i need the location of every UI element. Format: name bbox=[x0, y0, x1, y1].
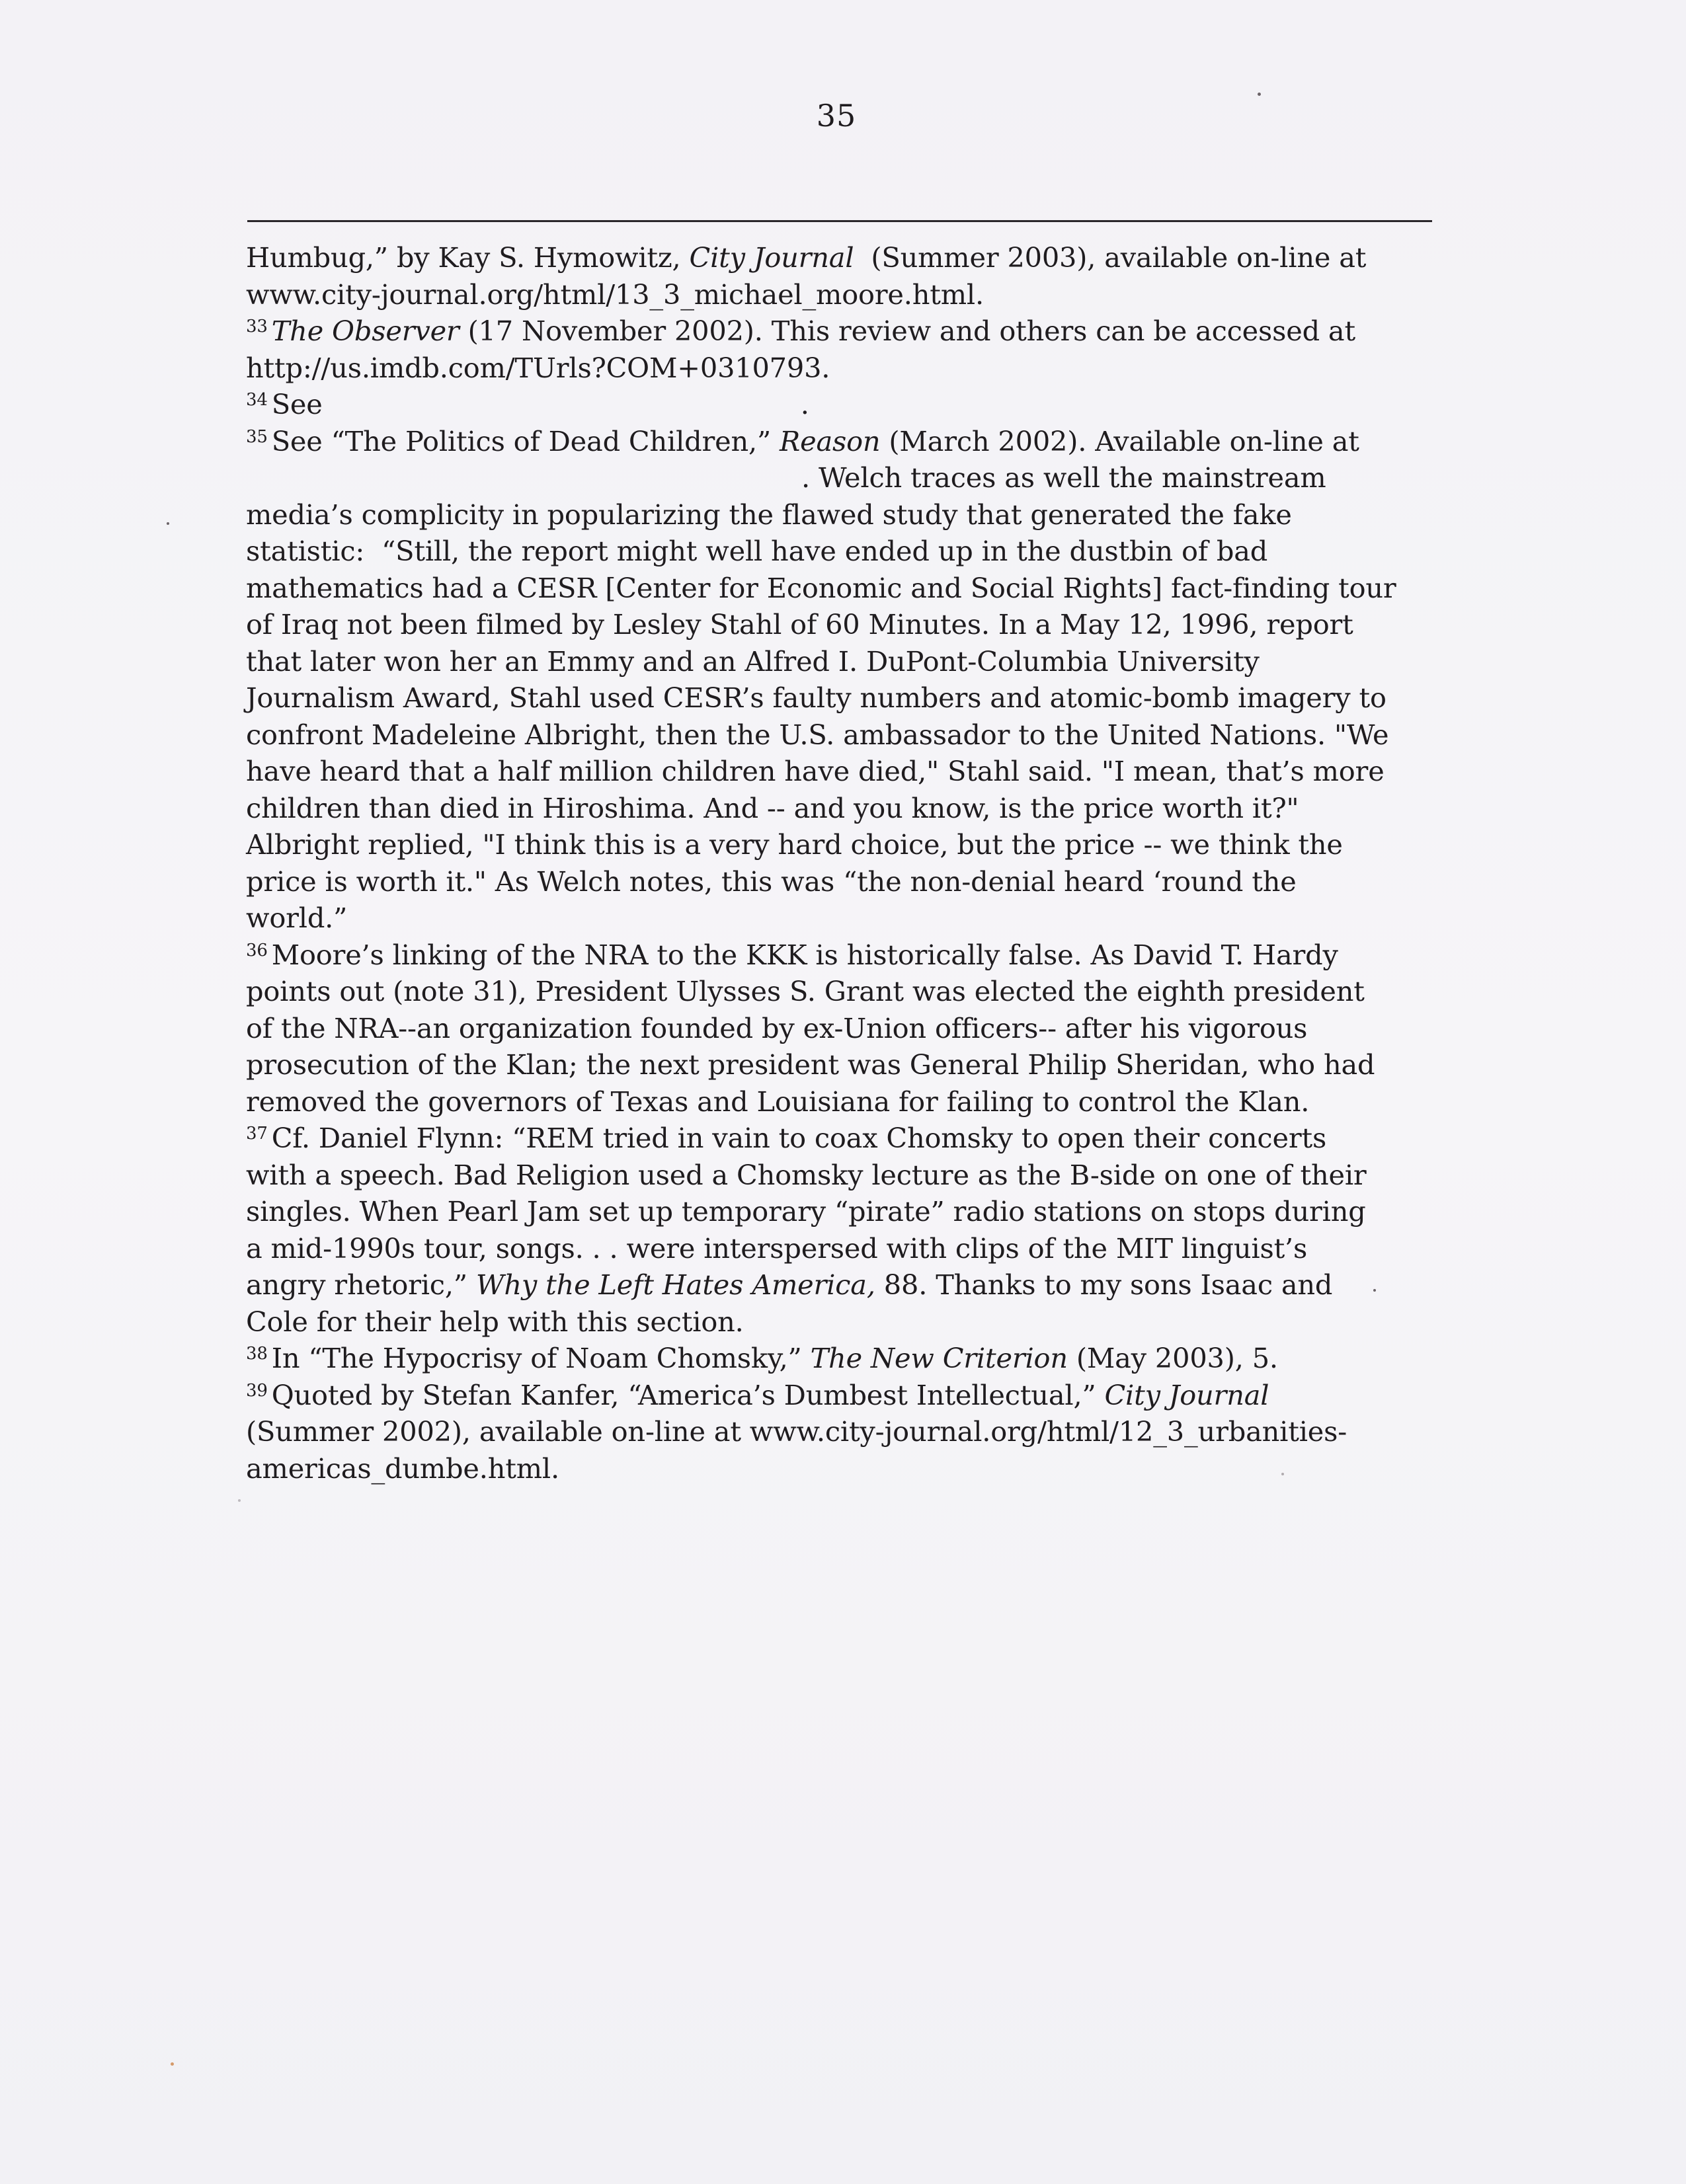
footnote-line: Cole for their help with this section. bbox=[246, 1305, 744, 1338]
footnote-number: 38 bbox=[246, 1344, 268, 1364]
footnote-line: www.city-journal.org/html/13_3_michael_moore.html. bbox=[246, 278, 984, 311]
footnote-line: Journalism Award, Stahl used CESR’s faulty numbers and atomic-bomb imagery to bbox=[246, 682, 1386, 714]
footnote-number: 35 bbox=[246, 426, 268, 447]
footnote-line: world.” bbox=[246, 902, 348, 934]
footnote-number: 36 bbox=[246, 940, 268, 960]
book-title: Why the Left Hates America, bbox=[475, 1268, 875, 1301]
publication-title: City Journal bbox=[689, 241, 854, 274]
footnote-number: 37 bbox=[246, 1124, 268, 1144]
footnote-line: mathematics had a CESR [Center for Economic and Social Rights] fact-finding tour bbox=[246, 571, 1396, 604]
footnote-line: confront Madeleine Albright, then the U.S. ambassador to the United Nations. "We bbox=[246, 718, 1389, 751]
footnote-33 bbox=[246, 313, 1443, 386]
footnote-38 bbox=[246, 1340, 1443, 1377]
footnote-37 bbox=[246, 1120, 1443, 1340]
footnote-32-continued bbox=[246, 239, 1443, 313]
footnote-line: . Welch traces as well the mainstream bbox=[801, 461, 1326, 494]
footnote-line: $^{39}$ Quoted by Stefan Kanfer, “America’s Dumbest Intellectual,” City Journal bbox=[246, 1378, 1269, 1411]
footnote-39 bbox=[246, 1377, 1443, 1487]
scan-speck bbox=[238, 1499, 241, 1502]
footnote-36 bbox=[246, 937, 1443, 1120]
footnote-separator-rule bbox=[247, 220, 1432, 222]
footnote-line: with a speech. Bad Religion used a Chomsky lecture as the B-side on one of their bbox=[246, 1158, 1367, 1191]
footnote-line: points out (note 31), President Ulysses S. Grant was elected the eighth president bbox=[246, 975, 1365, 1007]
footnote-line: http://us.imdb.com/TUrls?COM+0310793. bbox=[246, 351, 830, 384]
footnote-line: of the NRA--an organization founded by ex-Union officers-- after his vigorous bbox=[246, 1011, 1308, 1044]
footnote-line: angry rhetoric,” Why the Left Hates America, 88. Thanks to my sons Isaac and bbox=[246, 1268, 1333, 1301]
footnote-line: $^{36}$ Moore’s linking of the NRA to the KKK is historically false. As David T. Hardy bbox=[246, 938, 1338, 971]
footnote-line: $^{37}$ Cf. Daniel Flynn: “REM tried in vain to coax Chomsky to open their concerts bbox=[246, 1122, 1327, 1154]
scan-speck bbox=[1258, 93, 1261, 96]
footnote-line: media’s complicity in popularizing the flawed study that generated the fake bbox=[246, 498, 1292, 531]
footnote-line: price is worth it." As Welch notes, this was “the non-denial heard ‘round the bbox=[246, 865, 1297, 898]
scan-speck bbox=[1281, 1473, 1284, 1475]
footnote-line: children than died in Hiroshima. And -- and you know, is the price worth it?" bbox=[246, 791, 1299, 824]
footnote-line: americas_dumbe.html. bbox=[246, 1452, 559, 1485]
footnote-line: prosecution of the Klan; the next president was General Philip Sheridan, who had bbox=[246, 1048, 1375, 1081]
scan-speck bbox=[167, 522, 169, 525]
scan-speck bbox=[171, 2062, 174, 2066]
footnote-line: Humbug,” by Kay S. Hymowitz, City Journal (Summer 2003), available on-line at bbox=[246, 241, 1367, 274]
footnote-line: Albright replied, "I think this is a very hard choice, but the price -- we think the bbox=[246, 828, 1343, 861]
publication-title: The New Criterion bbox=[810, 1342, 1068, 1374]
footnote-line: $^{38}$ In “The Hypocrisy of Noam Chomsky,” The New Criterion (May 2003), 5. bbox=[246, 1342, 1278, 1374]
publication-title: City Journal bbox=[1104, 1378, 1269, 1411]
footnote-line: $^{35}$ See “The Politics of Dead Children,” Reason (March 2002). Available on-line at bbox=[246, 424, 1359, 457]
footnotes-block bbox=[246, 239, 1443, 1487]
scan-speck bbox=[1373, 1289, 1376, 1292]
footnote-line: (Summer 2002), available on-line at www.city-journal.org/html/12_3_urbanities- bbox=[246, 1415, 1347, 1448]
footnote-line: $^{33}$ The Observer (17 November 2002). This review and others can be accessed at bbox=[246, 315, 1355, 347]
footnote-number: 34 bbox=[246, 390, 268, 410]
footnote-line: that later won her an Emmy and an Alfred I. DuPont-Columbia University bbox=[246, 644, 1260, 678]
footnote-line: removed the governors of Texas and Louisiana for failing to control the Klan. bbox=[246, 1085, 1310, 1118]
footnote-line: have heard that a half million children have died," Stahl said. "I mean, that’s more bbox=[246, 755, 1385, 787]
footnote-line: of Iraq not been filmed by Lesley Stahl of 60 Minutes. In a May 12, 1996, report bbox=[246, 608, 1353, 641]
footnote-line: statistic: “Still, the report might well have ended up in the dustbin of bad bbox=[246, 535, 1268, 567]
footnote-number: 33 bbox=[246, 317, 268, 336]
footnote-35 bbox=[246, 423, 1443, 937]
footnote-line: a mid-1990s tour, songs. . . were interspersed with clips of the MIT linguist’s bbox=[246, 1231, 1308, 1265]
footnote-line: singles. When Pearl Jam set up temporary “pirate” radio stations on stops during bbox=[246, 1195, 1366, 1228]
footnote-34 bbox=[246, 386, 1443, 423]
publication-title: The Observer bbox=[271, 315, 460, 347]
footnote-line: $^{34}$ See . bbox=[246, 388, 809, 420]
publication-title: Reason bbox=[780, 424, 881, 457]
page-number: 35 bbox=[816, 98, 857, 134]
footnote-number: 39 bbox=[246, 1380, 268, 1401]
